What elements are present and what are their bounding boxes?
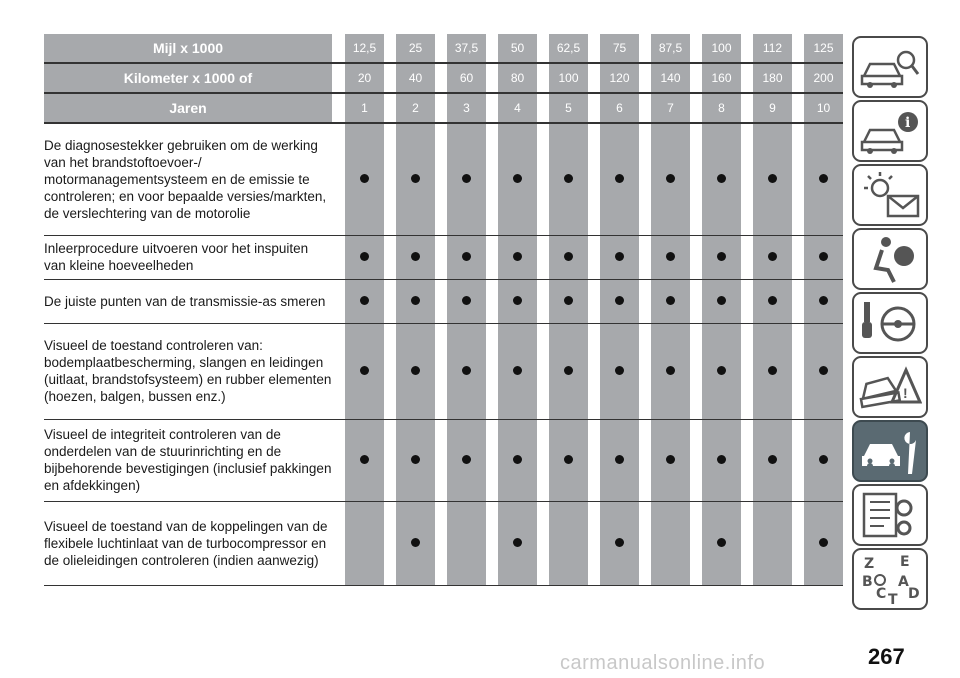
chapter-tabs xyxy=(852,36,928,612)
service-required-dot xyxy=(462,455,471,464)
interval-cell xyxy=(600,501,639,585)
interval-cell xyxy=(600,235,639,279)
header-row xyxy=(44,93,843,123)
service-required-dot xyxy=(360,296,369,305)
interval-cell xyxy=(549,123,588,235)
service-required-dot xyxy=(462,366,471,375)
service-required-dot xyxy=(819,252,828,261)
header-value: 25 xyxy=(396,34,435,63)
interval-cell xyxy=(447,419,486,501)
header-value: 6 xyxy=(600,93,639,123)
car-maintenance-wrench-icon xyxy=(858,426,922,476)
header-value: 60 xyxy=(447,63,486,93)
interval-cell xyxy=(345,279,384,323)
header-label: Mijl x 1000 xyxy=(44,34,332,63)
service-required-dot xyxy=(819,455,828,464)
task-description: Visueel de integriteit controleren van de onderdelen van de stuurinrichting en de bijbehorende bevestigingen (inclusief pakkingen en afdekkingen) xyxy=(44,419,332,501)
service-required-dot xyxy=(411,538,420,547)
specifications-gear-icon xyxy=(858,490,922,540)
header-value: 100 xyxy=(702,34,741,63)
interval-cell xyxy=(549,501,588,585)
service-required-dot xyxy=(615,174,624,183)
service-required-dot xyxy=(411,296,420,305)
interval-cell xyxy=(447,123,486,235)
interval-cell xyxy=(651,235,690,279)
service-required-dot xyxy=(717,366,726,375)
service-required-dot xyxy=(819,174,828,183)
service-required-dot xyxy=(513,538,522,547)
service-required-dot xyxy=(360,252,369,261)
svg-text:T: T xyxy=(888,592,898,604)
service-required-dot xyxy=(564,252,573,261)
interval-cell xyxy=(753,235,792,279)
service-required-dot xyxy=(411,252,420,261)
svg-text:B: B xyxy=(862,574,873,590)
car-breakdown-warning-icon xyxy=(858,362,922,412)
interval-cell xyxy=(600,123,639,235)
chapter-tab[interactable] xyxy=(852,36,928,98)
airbag-seat-icon xyxy=(858,234,922,284)
service-required-dot xyxy=(360,174,369,183)
header-label: Kilometer x 1000 of xyxy=(44,63,332,93)
task-description: De diagnosestekker gebruiken om de werking van het brandstoftoevoer-/ motormanagementsysteem en de emissie te controleren; en voor bepaalde versies/markten, de verslechtering van de motorolie xyxy=(44,123,332,235)
service-required-dot xyxy=(615,296,624,305)
interval-cell xyxy=(600,419,639,501)
service-required-dot xyxy=(564,455,573,464)
interval-cell xyxy=(651,279,690,323)
interval-cell xyxy=(702,323,741,419)
service-required-dot xyxy=(666,366,675,375)
interval-cell xyxy=(804,501,843,585)
task-description: Visueel de toestand controleren van: bodemplaatbescherming, slangen en leidingen (uitlaat, brandstofsysteem) en rubber elementen (hoezen, balgen, bussen enz.) xyxy=(44,323,332,419)
table-row xyxy=(44,235,843,279)
header-value: 50 xyxy=(498,34,537,63)
service-required-dot xyxy=(615,455,624,464)
service-required-dot xyxy=(564,296,573,305)
header-value: 10 xyxy=(804,93,843,123)
service-required-dot xyxy=(666,174,675,183)
header-value: 160 xyxy=(702,63,741,93)
interval-cell xyxy=(498,279,537,323)
interval-cell xyxy=(549,279,588,323)
service-required-dot xyxy=(717,174,726,183)
interval-cell xyxy=(753,323,792,419)
interval-cell xyxy=(447,323,486,419)
interval-cell xyxy=(498,123,537,235)
header-value: 112 xyxy=(753,34,792,63)
interval-cell xyxy=(498,419,537,501)
service-required-dot xyxy=(462,174,471,183)
interval-cell xyxy=(753,279,792,323)
interval-cell xyxy=(600,279,639,323)
service-required-dot xyxy=(411,455,420,464)
chapter-tab[interactable] xyxy=(852,292,928,354)
interval-cell xyxy=(804,323,843,419)
interval-cell xyxy=(447,235,486,279)
key-steering-wheel-icon xyxy=(858,298,922,348)
interval-cell xyxy=(549,419,588,501)
service-required-dot xyxy=(666,252,675,261)
svg-text:D: D xyxy=(908,586,920,602)
interval-cell xyxy=(549,323,588,419)
service-required-dot xyxy=(411,174,420,183)
header-value: 4 xyxy=(498,93,537,123)
header-value: 8 xyxy=(702,93,741,123)
interval-cell xyxy=(396,123,435,235)
service-required-dot xyxy=(360,366,369,375)
service-required-dot xyxy=(513,366,522,375)
service-required-dot xyxy=(666,296,675,305)
header-value: 3 xyxy=(447,93,486,123)
table-row xyxy=(44,501,843,585)
service-required-dot xyxy=(666,455,675,464)
service-required-dot xyxy=(615,252,624,261)
service-required-dot xyxy=(717,296,726,305)
car-search-icon xyxy=(858,42,922,92)
header-value: 37,5 xyxy=(447,34,486,63)
header-value: 5 xyxy=(549,93,588,123)
interval-cell xyxy=(702,123,741,235)
header-value: 7 xyxy=(651,93,690,123)
header-value: 12,5 xyxy=(345,34,384,63)
page-number: 267 xyxy=(868,644,905,669)
service-required-dot xyxy=(717,455,726,464)
watermark: carmanualsonline.info xyxy=(560,652,766,674)
service-required-dot xyxy=(615,538,624,547)
interval-cell xyxy=(447,279,486,323)
interval-cell xyxy=(702,501,741,585)
header-label: Jaren xyxy=(44,93,332,123)
chapter-tab[interactable] xyxy=(852,420,928,482)
interval-cell xyxy=(804,123,843,235)
header-row xyxy=(44,63,843,93)
svg-text:Z: Z xyxy=(864,556,875,572)
task-description: Visueel de toestand van de koppelingen van de flexibele luchtinlaat van de turbocompressor en de olieleidingen controleren (indien aanwezig) xyxy=(44,501,332,585)
service-required-dot xyxy=(564,174,573,183)
service-required-dot xyxy=(360,455,369,464)
service-required-dot xyxy=(717,538,726,547)
interval-cell xyxy=(498,501,537,585)
service-required-dot xyxy=(768,455,777,464)
interval-cell xyxy=(396,279,435,323)
task-description: Inleerprocedure uitvoeren voor het inspuiten van kleine hoeveelheden xyxy=(44,235,332,279)
interval-cell xyxy=(651,501,690,585)
interval-cell xyxy=(447,501,486,585)
header-value: 9 xyxy=(753,93,792,123)
alphabetical-index-icon xyxy=(858,554,922,604)
interval-cell xyxy=(498,323,537,419)
chapter-tab[interactable] xyxy=(852,548,928,610)
interval-cell xyxy=(345,419,384,501)
table-row xyxy=(44,279,843,323)
table-row xyxy=(44,323,843,419)
service-required-dot xyxy=(564,366,573,375)
service-required-dot xyxy=(819,296,828,305)
task-description: De juiste punten van de transmissie-as smeren xyxy=(44,279,332,323)
service-required-dot xyxy=(768,296,777,305)
svg-text:E: E xyxy=(900,554,910,570)
interval-cell xyxy=(345,323,384,419)
chapter-tab[interactable] xyxy=(852,100,928,162)
header-value: 1 xyxy=(345,93,384,123)
interval-cell xyxy=(702,235,741,279)
service-required-dot xyxy=(768,174,777,183)
header-value: 125 xyxy=(804,34,843,63)
interval-cell xyxy=(804,235,843,279)
interval-cell xyxy=(396,501,435,585)
warning-lights-message-icon xyxy=(858,170,922,220)
interval-cell xyxy=(804,279,843,323)
service-required-dot xyxy=(768,252,777,261)
chapter-tab[interactable] xyxy=(852,484,928,546)
interval-cell xyxy=(396,419,435,501)
header-value: 80 xyxy=(498,63,537,93)
svg-text:A: A xyxy=(898,574,909,590)
service-required-dot xyxy=(513,252,522,261)
service-required-dot xyxy=(768,366,777,375)
interval-cell xyxy=(804,419,843,501)
service-required-dot xyxy=(615,366,624,375)
service-required-dot xyxy=(462,252,471,261)
interval-cell xyxy=(651,323,690,419)
interval-cell xyxy=(549,235,588,279)
service-required-dot xyxy=(513,455,522,464)
header-value: 120 xyxy=(600,63,639,93)
service-required-dot xyxy=(819,366,828,375)
car-info-icon xyxy=(858,106,922,156)
svg-text:i: i xyxy=(905,115,911,131)
interval-cell xyxy=(702,279,741,323)
header-value: 62,5 xyxy=(549,34,588,63)
header-value: 200 xyxy=(804,63,843,93)
svg-text:C: C xyxy=(876,586,887,602)
maintenance-schedule-table xyxy=(44,34,843,586)
service-required-dot xyxy=(513,174,522,183)
header-value: 100 xyxy=(549,63,588,93)
interval-cell xyxy=(345,235,384,279)
table-row xyxy=(44,419,843,501)
header-value: 180 xyxy=(753,63,792,93)
interval-cell xyxy=(498,235,537,279)
interval-cell xyxy=(345,501,384,585)
header-value: 20 xyxy=(345,63,384,93)
chapter-tab[interactable] xyxy=(852,164,928,226)
table-row xyxy=(44,123,843,235)
interval-cell xyxy=(396,323,435,419)
service-required-dot xyxy=(819,538,828,547)
interval-cell xyxy=(651,419,690,501)
service-required-dot xyxy=(462,296,471,305)
service-required-dot xyxy=(411,366,420,375)
interval-cell xyxy=(702,419,741,501)
interval-cell xyxy=(753,419,792,501)
header-value: 40 xyxy=(396,63,435,93)
header-row xyxy=(44,34,843,63)
interval-cell xyxy=(396,235,435,279)
chapter-tab[interactable] xyxy=(852,228,928,290)
header-value: 2 xyxy=(396,93,435,123)
interval-cell xyxy=(753,123,792,235)
interval-cell xyxy=(651,123,690,235)
header-value: 140 xyxy=(651,63,690,93)
interval-cell xyxy=(600,323,639,419)
header-value: 87,5 xyxy=(651,34,690,63)
interval-cell xyxy=(753,501,792,585)
svg-text:!: ! xyxy=(903,385,908,401)
chapter-tab[interactable] xyxy=(852,356,928,418)
service-required-dot xyxy=(513,296,522,305)
header-value: 75 xyxy=(600,34,639,63)
service-required-dot xyxy=(717,252,726,261)
interval-cell xyxy=(345,123,384,235)
